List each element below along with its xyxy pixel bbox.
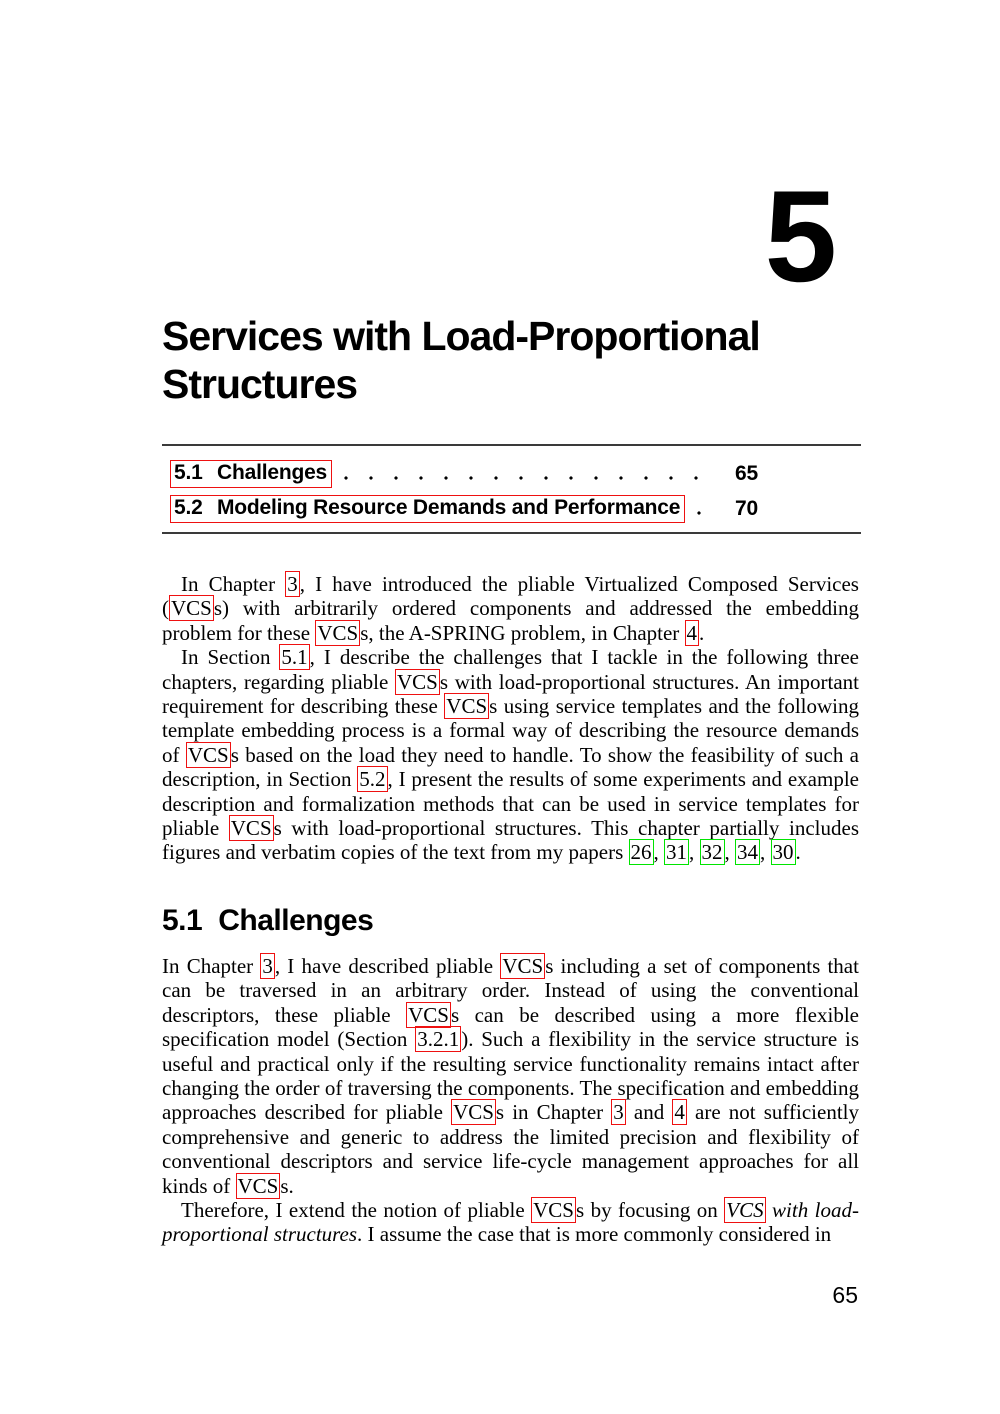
internal-link[interactable]: VCS bbox=[397, 669, 438, 694]
internal-link[interactable]: 3 bbox=[262, 954, 273, 978]
toc-leader-dots bbox=[697, 511, 714, 515]
section-heading bbox=[162, 903, 373, 939]
text-run: s with load-proportional structures. An important requirement for describing these bbox=[162, 669, 859, 719]
text-run: s with load-proportional structures. This chapter partially includes figures and verbatim copies of the text from my papers bbox=[162, 816, 859, 865]
chapter-title-line-2: Structures bbox=[162, 361, 358, 407]
toc-leader-dots bbox=[344, 476, 714, 480]
toc-row-challenges bbox=[170, 461, 758, 487]
internal-link[interactable]: 5.2 bbox=[359, 767, 386, 792]
minitoc bbox=[170, 461, 758, 531]
internal-link[interactable]: 5.1 bbox=[281, 645, 308, 670]
internal-link[interactable]: 4 bbox=[674, 1100, 685, 1125]
page-number: 65 bbox=[832, 1282, 858, 1308]
text-run: Therefore, I extend the notion of pliable bbox=[181, 1198, 532, 1223]
toc-entry-label: Challenges bbox=[217, 461, 328, 484]
toc-entry-number: 5.1 bbox=[174, 461, 203, 484]
chapter-title bbox=[162, 312, 862, 408]
text-run: , bbox=[689, 840, 700, 865]
text-run: In Section bbox=[181, 645, 280, 670]
paragraph bbox=[162, 572, 859, 645]
text-run: In Chapter bbox=[162, 954, 261, 978]
internal-link[interactable]: VCS bbox=[533, 1198, 574, 1223]
text-run: , bbox=[724, 840, 736, 865]
text-run: , I describe the challenges that I tackle in the following three chapters, regarding pliable bbox=[162, 645, 859, 694]
text-run: and bbox=[625, 1100, 673, 1125]
section-title: Challenges bbox=[218, 904, 374, 937]
text-run: , I present the results of some experiments and example description and formalization methods that can be used in service templates for pliable bbox=[162, 767, 859, 841]
citation-link[interactable]: 31 bbox=[666, 840, 688, 865]
internal-link[interactable]: VCS bbox=[187, 742, 229, 767]
paragraph bbox=[162, 954, 859, 1198]
text-run: are not sufficiently comprehensive and generic to address the limited precision and flexibility of conventional descriptors and service life-cycle management approaches for all kinds of bbox=[162, 1100, 860, 1198]
text-run: s can be described using a more flexible specification model (Section bbox=[162, 1002, 859, 1052]
paragraph bbox=[162, 1198, 859, 1247]
internal-link[interactable]: VCS bbox=[453, 1100, 494, 1125]
section-number: 5.1 bbox=[162, 904, 203, 937]
text-run: s) with arbitrarily ordered components and addressed the embedding problem for these bbox=[162, 596, 859, 645]
paragraph bbox=[162, 645, 859, 865]
toc-entry-page: 70 bbox=[735, 497, 758, 520]
text-run: , I have described pliable bbox=[274, 954, 501, 978]
minitoc-rule-bottom bbox=[162, 532, 861, 534]
internal-link[interactable]: VCS bbox=[446, 694, 488, 719]
toc-entry-label: Modeling Resource Demands and Performance bbox=[217, 496, 681, 519]
text-run: s in Chapter bbox=[495, 1100, 612, 1125]
internal-link[interactable]: 3 bbox=[287, 572, 298, 596]
text-run: ). Such a flexibility in the service structure is useful and practical only if the resulting service functionality remains intact after changing the order of traversing the components. The specification and embedding approaches described for pliable bbox=[162, 1027, 859, 1125]
section-paragraphs bbox=[162, 954, 859, 1247]
text-run: , I have introduced the pliable Virtualized Composed Services ( bbox=[162, 572, 859, 621]
text-run: s. bbox=[280, 1173, 294, 1198]
text-run: . I assume the case that is more commonly considered in bbox=[357, 1222, 832, 1247]
chapter-title-line-1: Services with Load-Proportional bbox=[162, 313, 760, 359]
internal-link[interactable]: VCS bbox=[237, 1173, 279, 1198]
text-run: with load-proportional structures bbox=[162, 1198, 859, 1247]
toc-link-challenges[interactable] bbox=[170, 460, 332, 488]
internal-link[interactable]: VCS bbox=[317, 620, 359, 645]
text-run: In Chapter bbox=[181, 572, 286, 596]
internal-link[interactable]: 3 bbox=[613, 1100, 624, 1125]
text-run: , bbox=[760, 840, 771, 865]
internal-link[interactable]: 4 bbox=[686, 620, 698, 645]
intro-paragraphs bbox=[162, 572, 859, 865]
text-run: s including a set of components that can be traversed in an arbitrary order. Instead of using the conventional descriptors, these pliable bbox=[162, 954, 859, 1027]
text-run: . bbox=[795, 840, 801, 865]
internal-link[interactable]: 3.2.1 bbox=[417, 1027, 460, 1052]
text-run: s based on the load they need to handle. To show the feasibility of such a description, in Section bbox=[162, 742, 859, 792]
citation-link[interactable]: 26 bbox=[630, 840, 652, 865]
chapter-number: 5 bbox=[764, 163, 835, 309]
internal-link[interactable]: VCS bbox=[502, 954, 544, 978]
toc-row-modeling bbox=[170, 496, 758, 522]
toc-entry-number: 5.2 bbox=[174, 496, 203, 519]
internal-link[interactable]: VCS bbox=[230, 816, 272, 841]
internal-link[interactable]: VCS bbox=[726, 1198, 764, 1223]
internal-link[interactable]: VCS bbox=[171, 596, 212, 621]
toc-entry-page: 65 bbox=[735, 462, 758, 485]
citation-link[interactable]: 34 bbox=[737, 840, 759, 865]
text-run: , bbox=[653, 840, 665, 865]
citation-link[interactable]: 30 bbox=[772, 840, 794, 865]
citation-link[interactable]: 32 bbox=[701, 840, 723, 865]
text-run: s by focusing on bbox=[575, 1198, 725, 1223]
toc-link-modeling[interactable] bbox=[170, 495, 685, 523]
text-run: s, the A-SPRING problem, in Chapter bbox=[360, 620, 685, 645]
text-run: . bbox=[699, 620, 705, 645]
text-run: s using service templates and the following template embedding process is a formal way of describing the resource demands of bbox=[162, 694, 859, 767]
minitoc-rule-top bbox=[162, 444, 861, 446]
internal-link[interactable]: VCS bbox=[408, 1002, 449, 1027]
